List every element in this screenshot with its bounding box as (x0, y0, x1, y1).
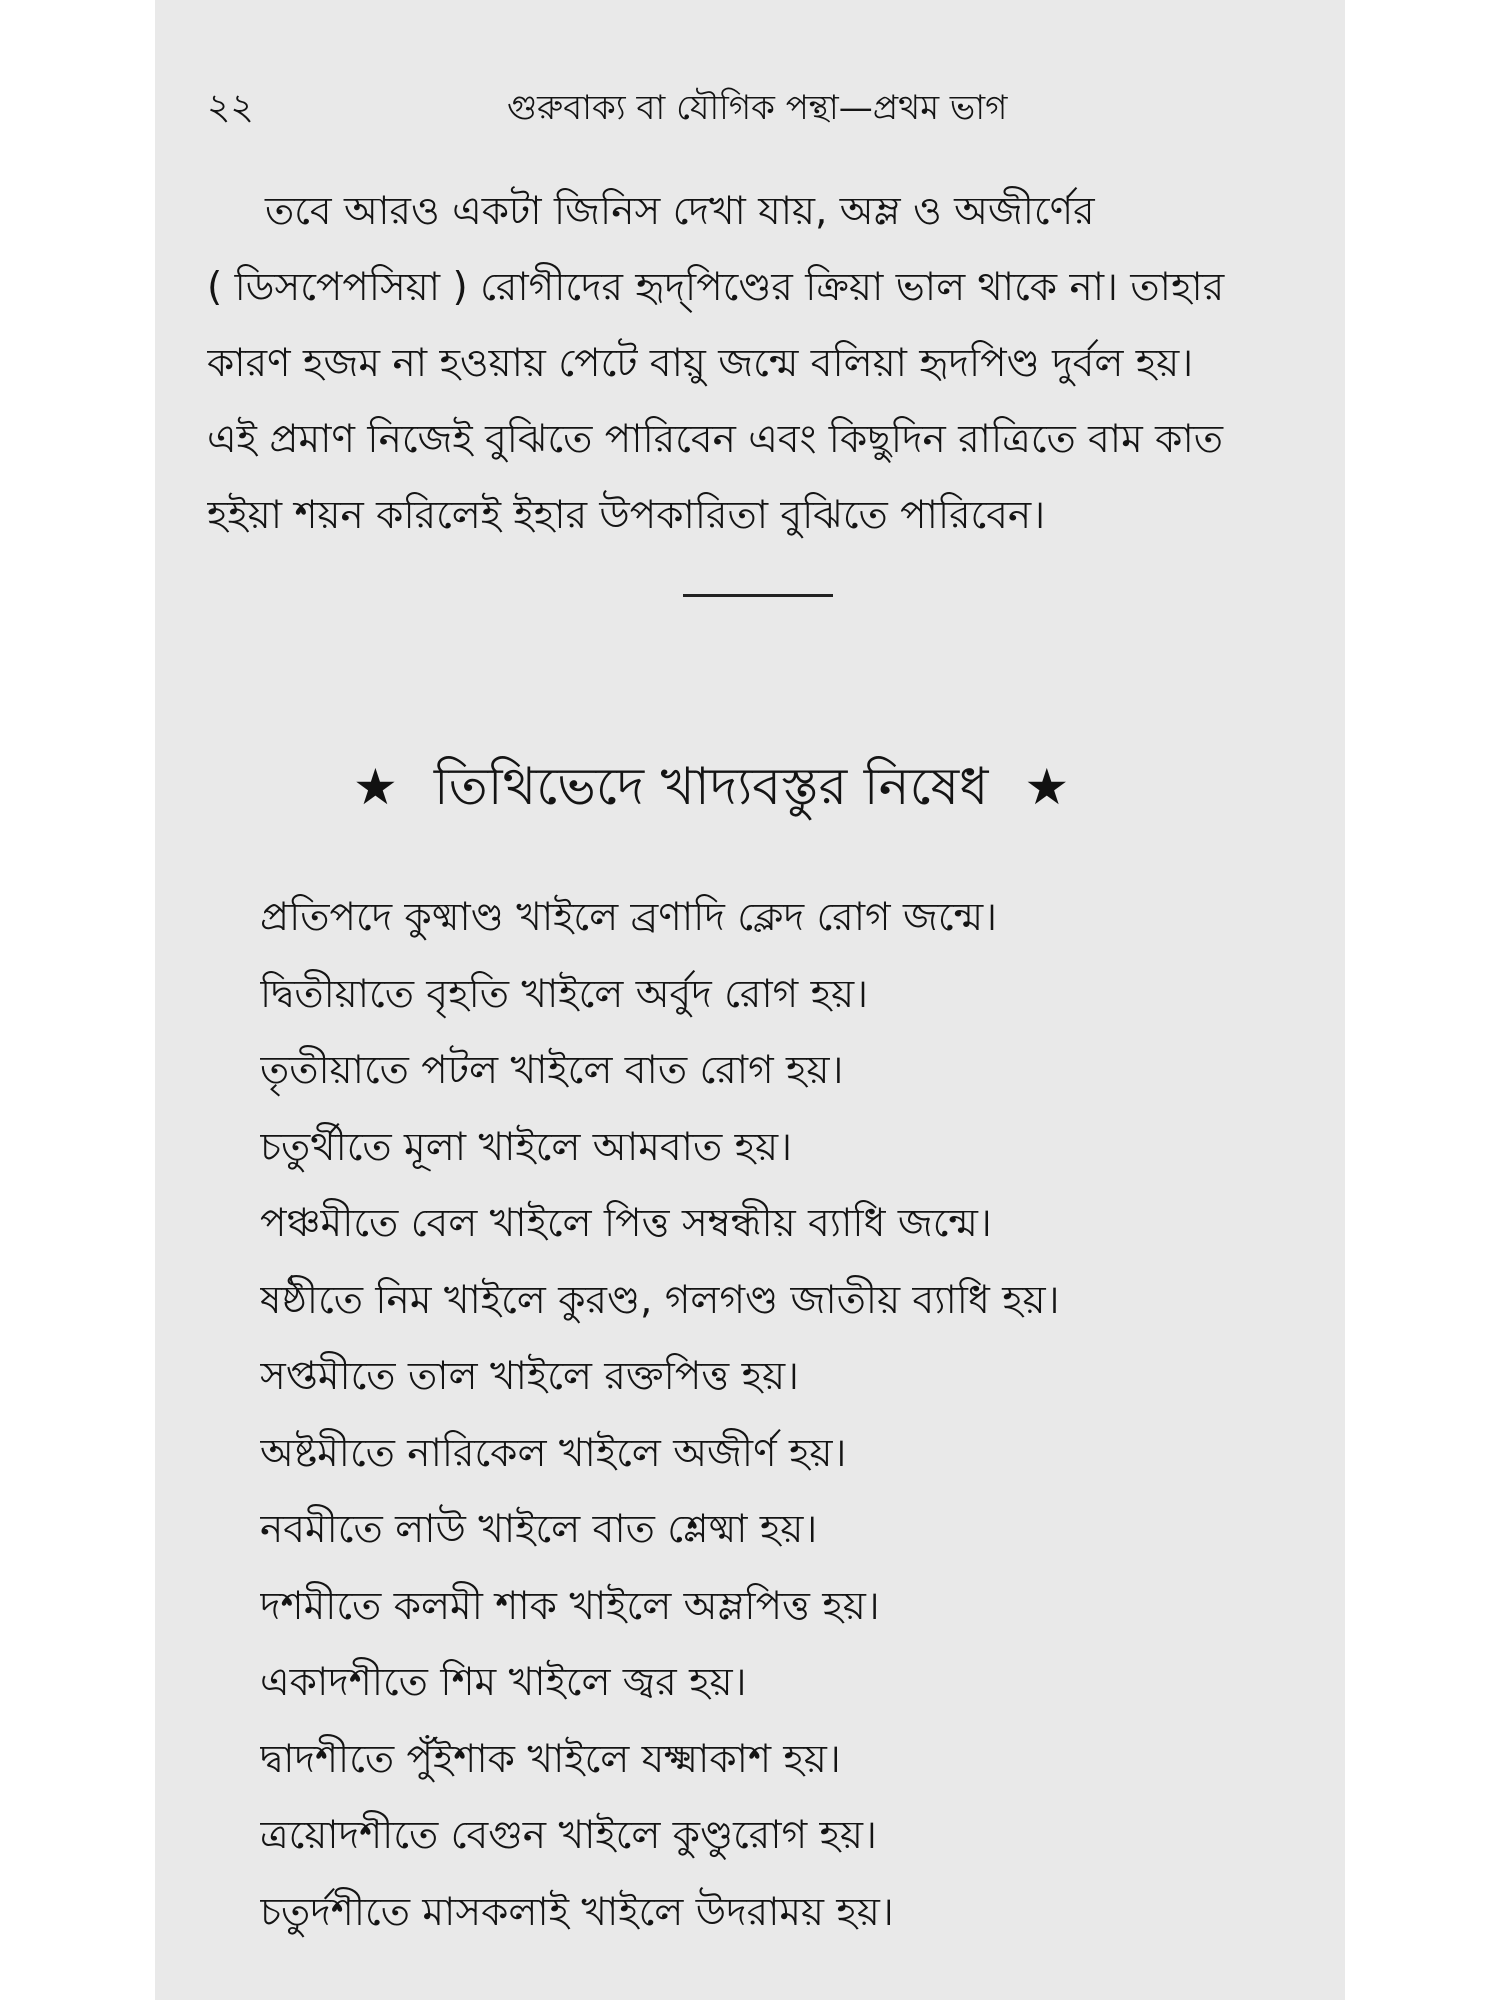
section-title: তিথিভেদে খাদ্যবস্তুর নিষেধ (433, 757, 989, 817)
star-icon-right: ★ (1024, 758, 1070, 816)
rule-line: পঞ্চমীতে বেল খাইলে পিত্ত সম্বন্ধীয় ব্যাধি জন্মে। (260, 1201, 992, 1246)
rule-line: চতুর্থীতে মূলা খাইলে আমবাত হয়। (260, 1124, 793, 1170)
book-page (155, 0, 1345, 2000)
rule-line: দশমীতে কলমী শাক খাইলে অম্লপিত্ত হয়। (260, 1583, 880, 1629)
rule-line: অষ্টমীতে নারিকেল খাইলে অজীর্ণ হয়। (260, 1430, 847, 1476)
rule-line: ষষ্ঠীতে নিম খাইলে কুরণ্ড, গলগণ্ড জাতীয় ব্যাধি হয়। (260, 1277, 1060, 1323)
rule-line: নবমীতে লাউ খাইলে বাত শ্লেষ্মা হয়। (260, 1507, 818, 1552)
paragraph-line: এই প্রমাণ নিজেই বুঝিতে পারিবেন এবং কিছুদিন রাত্রিতে বাম কাত (207, 417, 1224, 462)
book-title: গুরুবাক্য বা যৌগিক পন্থা—প্রথম ভাগ (507, 88, 1008, 128)
rule-line: চতুর্দশীতে মাসকলাই খাইলে উদরাময় হয়। (260, 1889, 894, 1935)
section-heading (353, 742, 1069, 832)
running-header (207, 78, 1317, 138)
paragraph-line: হইয়া শয়ন করিলেই ইহার উপকারিতা বুঝিতে পারিবেন। (207, 493, 1046, 538)
body-paragraph (207, 174, 1337, 554)
star-icon-left: ★ (353, 758, 398, 816)
paragraph-line: ( ডিসপেপসিয়া ) রোগীদের হৃদ্‌পিণ্ডের ক্রিয়া ভাল থাকে না। তাহার (207, 265, 1225, 310)
rule-line: একাদশীতে শিম খাইলে জ্বর হয়। (260, 1660, 747, 1705)
rule-line: প্রতিপদে কুষ্মাণ্ড খাইলে ব্রণাদি ক্লেদ রোগ জন্মে। (260, 895, 998, 940)
tithi-rules-list (260, 880, 1330, 1951)
rule-line: দ্বিতীয়াতে বৃহতি খাইলে অর্বুদ রোগ হয়। (260, 971, 869, 1017)
rule-line: সপ্তমীতে তাল খাইলে রক্তপিত্ত হয়। (260, 1354, 799, 1399)
page-number: ২২ (207, 87, 254, 128)
paragraph-line: কারণ হজম না হওয়ায় পেটে বায়ু জন্মে বলিয়া হৃদপিণ্ড দুর্বল হয়। (207, 341, 1194, 386)
section-divider (683, 594, 833, 597)
rule-line: দ্বাদশীতে পুঁইশাক খাইলে যক্ষ্মাকাশ হয়। (260, 1736, 841, 1782)
paragraph-line: তবে আরও একটা জিনিস দেখা যায়, অম্ল ও অজীর্ণের (265, 189, 1095, 234)
rule-line: ত্রয়োদশীতে বেগুন খাইলে কুণ্ডুরোগ হয়। (260, 1813, 877, 1858)
rule-line: তৃতীয়াতে পটল খাইলে বাত রোগ হয়। (260, 1048, 844, 1093)
